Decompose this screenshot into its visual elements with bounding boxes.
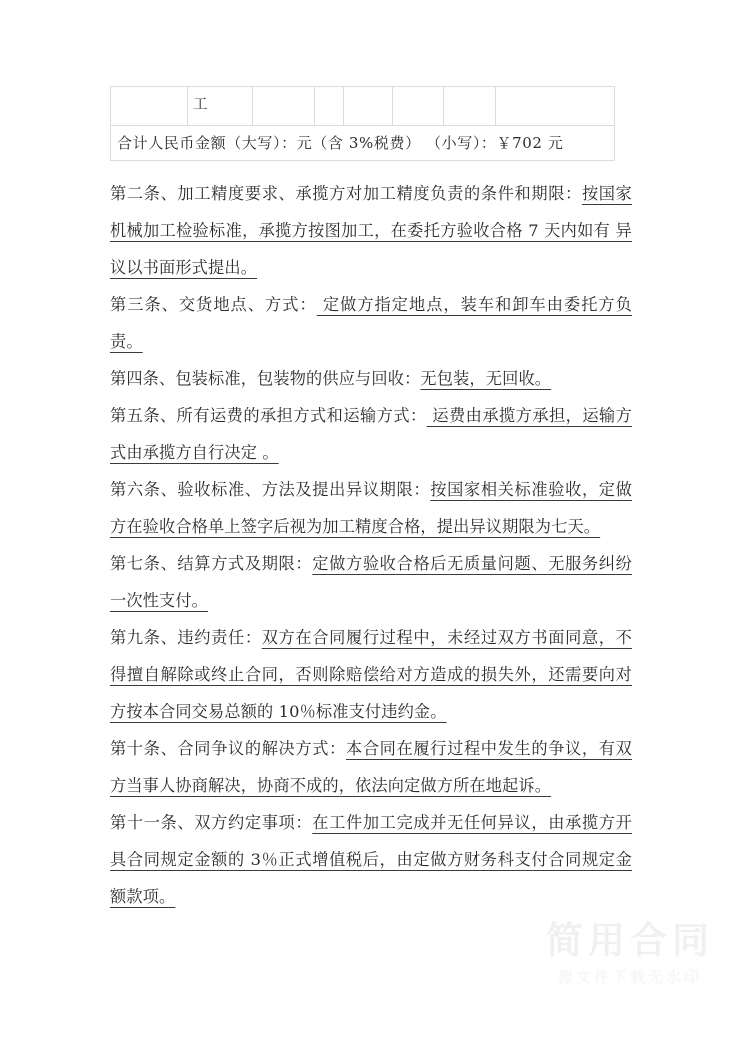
watermark xyxy=(546,919,714,987)
clause-9-lead: 第九条、违约责任： xyxy=(110,628,262,647)
amount-table xyxy=(110,86,615,161)
clause-6-lead: 第六条、验收标准、方法及提出异议期限： xyxy=(110,480,431,499)
amount-table-body xyxy=(111,87,615,161)
clause-11-lead: 第十一条、双方约定事项： xyxy=(110,813,313,832)
document-content xyxy=(110,86,632,915)
table-cell xyxy=(344,87,393,126)
clause-7-lead: 第七条、结算方式及期限： xyxy=(110,554,313,573)
table-cell xyxy=(496,87,615,126)
clause-4-fill: 无包装，无回收。 xyxy=(420,369,552,388)
table-cell xyxy=(444,87,496,126)
clause-2-fill: 按国家机械加工检验标准，承揽方按图加工，在委托方验收合格 7 天内如有 异议以书面形式提出。 xyxy=(110,184,633,277)
clause-9-fill: 双方在合同履行过程中，未经过双方书面同意，不得擅自解除或终止合同，否则除赔偿给对方造成的损失外，还需要向对方按本合同交易总额的 10％标准支付违约金。 xyxy=(110,628,632,721)
table-total-row xyxy=(111,126,615,161)
clause-2 xyxy=(110,175,632,286)
clause-4-lead: 第四条、包装标准，包装物的供应与回收： xyxy=(110,369,421,388)
clause-3-fill: 定做方指定地点，装车和卸车由委托方负责。 xyxy=(110,295,632,351)
clause-5-lead: 第五条、所有运费的承担方式和运输方式： xyxy=(110,406,427,425)
table-cell: 工 xyxy=(188,87,253,126)
clause-5-fill: 运费由承揽方承担，运输方式由承揽方自行决定 。 xyxy=(110,406,632,462)
clause-2-lead: 第二条、加工精度要求、承揽方对加工精度负责的条件和期限： xyxy=(110,184,582,203)
clause-6-fill: 按国家相关标准验收，定做方在验收合格单上签字后视为加工精度合格，提出异议期限为七天。 xyxy=(110,480,632,536)
table-row xyxy=(111,87,615,126)
clause-11-fill: 在工件加工完成并无任何异议，由承揽方开具合同规定金额的 3％正式增值税后，由定做方财务科支付合同规定金额款项。 xyxy=(110,813,632,906)
clause-3-lead: 第三条、交货地点、方式： xyxy=(110,295,317,314)
clause-list xyxy=(110,175,632,915)
clause-11 xyxy=(110,804,632,915)
clause-10-fill: 本合同在履行过程中发生的争议，有双方当事人协商解决，协商不成的，依法向定做方所在地起诉。 xyxy=(110,739,632,795)
clause-10-lead: 第十条、合同争议的解决方式： xyxy=(110,739,346,758)
clause-5 xyxy=(110,397,632,471)
table-cell xyxy=(393,87,444,126)
watermark-subtitle: 源文件下载无水印 xyxy=(557,968,702,986)
clause-10 xyxy=(110,730,632,804)
table-cell xyxy=(111,87,188,126)
table-cell xyxy=(253,87,315,126)
clause-4 xyxy=(110,360,632,397)
clause-7-fill: 定做方验收合格后无质量问题、无服务纠纷一次性支付。 xyxy=(110,554,632,610)
clause-6 xyxy=(110,471,632,545)
clause-9 xyxy=(110,619,632,730)
table-cell xyxy=(315,87,344,126)
clause-7 xyxy=(110,545,632,619)
watermark-title: 简用合同 xyxy=(546,919,714,963)
clause-3 xyxy=(110,286,632,360)
total-amount-label: 合计人民币金额（大写）：元（含 3%税费） （小写）：￥702 元 xyxy=(111,126,615,161)
